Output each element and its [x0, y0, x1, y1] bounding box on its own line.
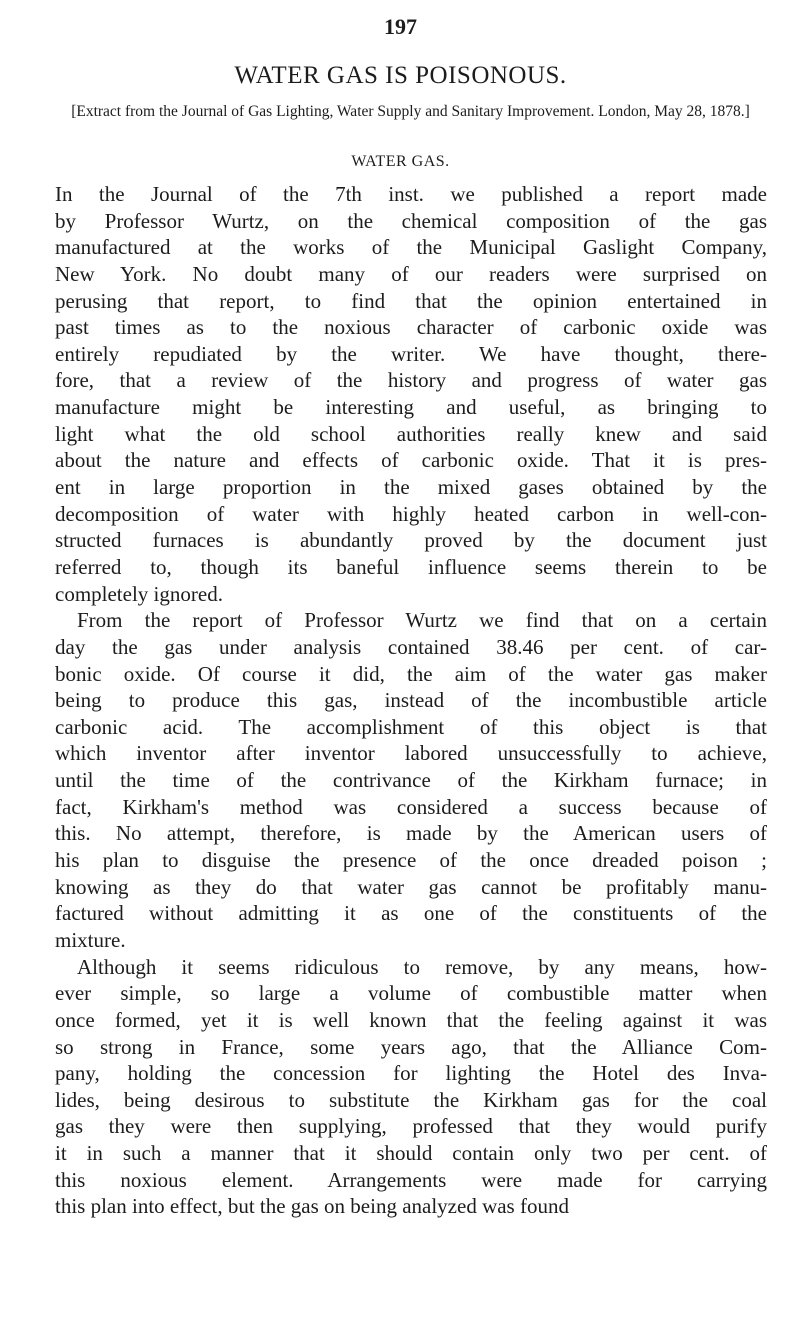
text-line: light what the old school authorities really knew and said: [55, 421, 767, 446]
text-line: ever simple, so large a volume of combustible matter when: [55, 981, 767, 1006]
text-line: lides, being desirous to substitute the Kirkham gas for the coal: [55, 1087, 767, 1112]
text-line: being to produce this gas, instead of the incombustible article: [55, 688, 767, 713]
text-line: it in such a manner that it should contain only two per cent. of: [55, 1141, 767, 1166]
body-text: [55, 181, 767, 1220]
text-line: by Professor Wurtz, on the chemical composition of the gas: [55, 208, 767, 233]
paragraph: [55, 181, 767, 607]
article-title: WATER GAS IS POISONOUS.: [234, 62, 567, 89]
text-line: this. No attempt, therefore, is made by the American users of: [55, 821, 767, 846]
text-line: this plan into effect, but the gas on being analyzed was found: [55, 1194, 569, 1219]
paragraph: [55, 607, 767, 953]
text-line: past times as to the noxious character of carbonic oxide was: [55, 315, 767, 340]
text-line: entirely repudiated by the writer. We have thought, there-: [55, 341, 767, 366]
text-line: manufactured at the works of the Municipal Gaslight Company,: [55, 235, 767, 260]
text-line: gas they were then supplying, professed that they would purify: [55, 1114, 767, 1139]
text-line: From the report of Professor Wurtz we find that on a certain: [77, 608, 767, 633]
text-line: perusing that report, to find that the opinion entertained in: [55, 288, 767, 313]
text-line: bonic oxide. Of course it did, the aim of the water gas maker: [55, 661, 767, 686]
text-line: In the Journal of the 7th inst. we published a report made: [55, 182, 767, 206]
article-subtitle: WATER GAS.: [351, 153, 450, 170]
text-line: until the time of the contrivance of the Kirkham furnace; in: [55, 768, 767, 793]
page-number: 197: [384, 14, 417, 39]
text-line: decomposition of water with highly heated carbon in well-con-: [55, 501, 767, 526]
text-line: carbonic acid. The accomplishment of this object is that: [55, 714, 767, 739]
text-line: Although it seems ridiculous to remove, by any means, how-: [77, 954, 767, 979]
text-line: manufacture might be interesting and useful, as bringing to: [55, 395, 767, 420]
text-line: fact, Kirkham's method was considered a success because of: [55, 794, 767, 819]
paragraph: [55, 954, 767, 1220]
text-line: about the nature and effects of carbonic oxide. That it is pres-: [55, 448, 767, 473]
text-line: ent in large proportion in the mixed gases obtained by the: [55, 475, 767, 500]
text-line: mixture.: [55, 927, 126, 952]
text-line: New York. No doubt many of our readers were surprised on: [55, 261, 767, 286]
text-line: his plan to disguise the presence of the once dreaded poison ;: [55, 848, 767, 873]
text-line: completely ignored.: [55, 581, 223, 606]
text-line: pany, holding the concession for lighting the Hotel des Inva-: [55, 1061, 767, 1086]
text-line: structed furnaces is abundantly proved by the document just: [55, 528, 767, 553]
text-line: this noxious element. Arrangements were made for carrying: [55, 1167, 767, 1192]
text-line: once formed, yet it is well known that the feeling against it was: [55, 1007, 767, 1032]
text-line: day the gas under analysis contained 38.46 per cent. of car-: [55, 634, 767, 659]
text-line: which inventor after inventor labored unsuccessfully to achieve,: [55, 741, 767, 766]
source-note: [Extract from the Journal of Gas Lighting, Water Supply and Sanitary Improvement. London, May 28, 1878.]: [71, 103, 750, 120]
text-line: so strong in France, some years ago, that the Alliance Com-: [55, 1034, 767, 1059]
text-line: fore, that a review of the history and progress of water gas: [55, 368, 767, 393]
text-line: referred to, though its baneful influence seems therein to be: [55, 554, 767, 579]
text-line: factured without admitting it as one of the constituents of the: [55, 901, 767, 926]
text-line: knowing as they do that water gas cannot be profitably manu-: [55, 874, 767, 899]
